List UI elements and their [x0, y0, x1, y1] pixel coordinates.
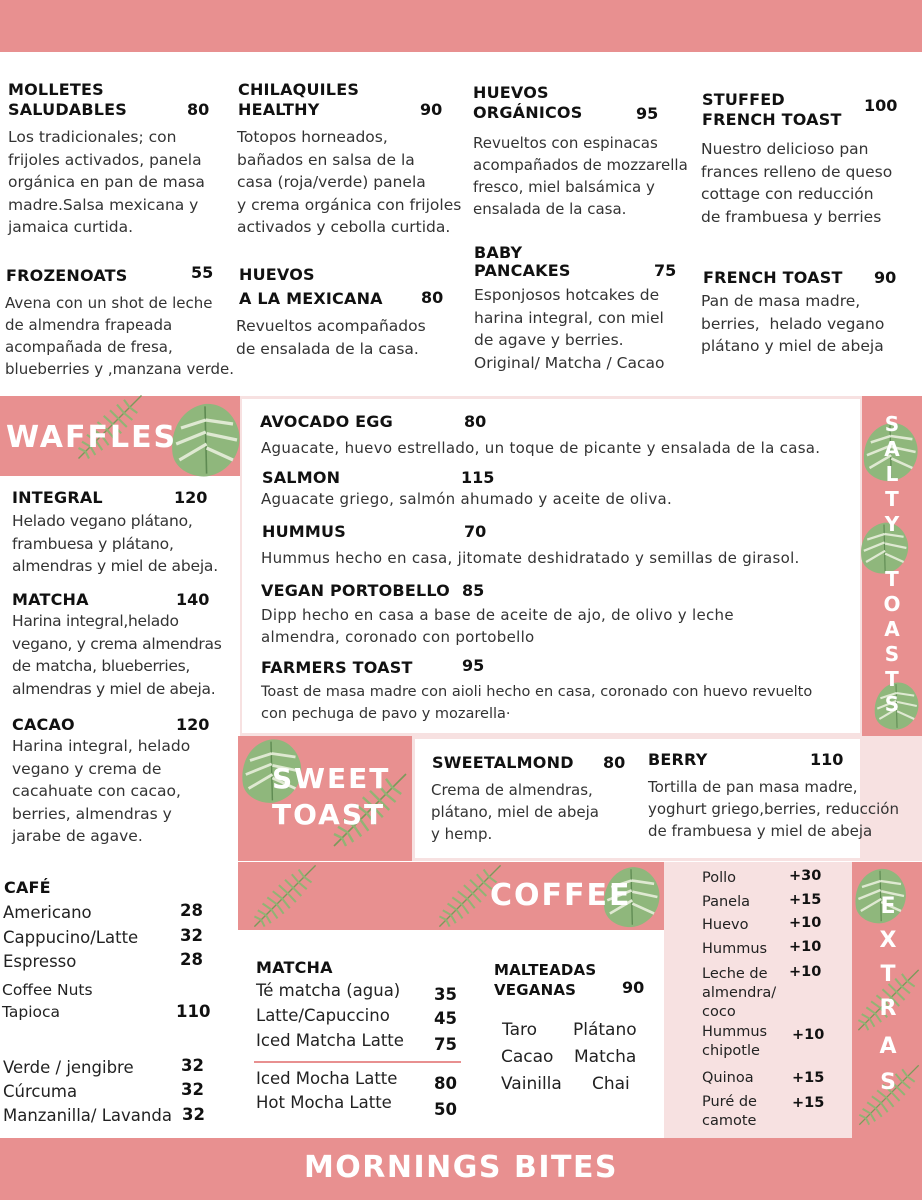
item-desc: Tortilla de pan masa madre, yoghurt griego,berries, reducción de frambuesa y miel de abeja — [648, 778, 899, 840]
item-name: CHILAQUILES HEALTHY — [238, 80, 360, 119]
cafe-price: 32 — [181, 1080, 204, 1099]
item-name: MOLLETES SALUDABLES — [8, 80, 128, 119]
matcha-price: 45 — [434, 1009, 457, 1028]
item-price: 120 — [174, 488, 208, 507]
flavor: Vainilla — [501, 1074, 562, 1094]
coffee-title: COFFEE — [490, 878, 632, 913]
item-name: BABY PANCAKES — [474, 243, 571, 280]
extra-item: Pollo — [702, 870, 737, 886]
cafe-price: 32 — [182, 1105, 205, 1124]
top-banner — [0, 0, 922, 52]
item-price: 80 — [421, 288, 444, 307]
item-desc: Toast de masa madre con aioli hecho en casa, coronado con huevo revuelto con pechuga de pavo y mozarella· — [261, 684, 813, 722]
cafe-item: Cappucino/Latte — [3, 928, 139, 947]
matcha-item: Iced Matcha Latte — [256, 1031, 404, 1050]
cafe-item: Verde / jengibre — [3, 1058, 134, 1077]
item-desc: Aguacate, huevo estrellado, un toque de picante y ensalada de la casa. — [261, 439, 821, 457]
cafe-item: Tapioca — [2, 1003, 61, 1021]
item-desc: Avena con un shot de leche de almendra frapeada acompañada de fresa, blueberries y ,manzana verde. — [5, 294, 235, 378]
item-price: 95 — [636, 104, 659, 123]
extra-item: Hummus — [702, 941, 768, 957]
extra-price: +15 — [792, 1095, 825, 1111]
item-name: HUMMUS — [262, 522, 346, 541]
section-title: MALTEADAS VEGANAS — [494, 961, 597, 999]
cafe-price: 28 — [180, 901, 203, 920]
cafe-price: 32 — [180, 926, 203, 945]
flavor: Cacao — [501, 1047, 554, 1067]
item-desc: Nuestro delicioso pan frances relleno de queso cottage con reducción de frambuesa y berries — [701, 140, 893, 226]
item-price: 75 — [654, 261, 677, 280]
item-name: FRENCH TOAST — [703, 268, 843, 287]
extra-price: +15 — [792, 1070, 825, 1086]
item-desc: Revueltos con espinacas acompañados de mozzarella fresco, miel balsámica y ensalada de la casa. — [473, 134, 688, 218]
flavor: Matcha — [574, 1047, 637, 1067]
item-name: HUEVOS ORGÁNICOS — [473, 83, 583, 122]
item-name: INTEGRAL — [12, 488, 103, 507]
item-desc: Harina integral, helado vegano y crema de cacahuate con cacao, berries, almendras y jarabe de agave. — [12, 737, 191, 845]
malteadas-price: 90 — [622, 978, 645, 997]
item-price: 140 — [176, 590, 210, 609]
item-price: 80 — [603, 753, 626, 772]
item-price: 85 — [462, 581, 485, 600]
matcha-item: Hot Mocha Latte — [256, 1093, 392, 1112]
item-desc: Revueltos acompañados de ensalada de la casa. — [236, 317, 426, 358]
item-name: STUFFED FRENCH TOAST — [702, 90, 842, 129]
flavor: Plátano — [573, 1020, 637, 1040]
cafe-item: Coffee Nuts — [2, 981, 93, 999]
extra-price: +15 — [789, 892, 822, 908]
item-desc: Helado vegano plátano, frambuesa y plátano, almendras y miel de abeja. — [12, 512, 218, 575]
item-desc: Esponjosos hotcakes de harina integral, con miel de agave y berries. Original/ Matcha / Cacao — [474, 286, 665, 372]
matcha-item: Iced Mocha Latte — [256, 1069, 398, 1088]
extra-item: Puré de camote — [702, 1094, 757, 1129]
matcha-price: 80 — [434, 1074, 457, 1093]
extra-price: +10 — [789, 915, 822, 931]
item-name: SWEETALMOND — [432, 753, 574, 772]
item-price: 95 — [462, 656, 485, 675]
flavor: Chai — [592, 1074, 630, 1094]
item-price: 55 — [191, 263, 214, 282]
matcha-item: Té matcha (agua) — [256, 981, 401, 1000]
item-name: HUEVOS A LA MEXICANA — [239, 265, 383, 308]
cafe-price: 28 — [180, 950, 203, 969]
extra-item: Panela — [702, 894, 751, 910]
cafe-item: Espresso — [3, 952, 77, 971]
cafe-item: Cúrcuma — [3, 1082, 78, 1101]
item-desc: Aguacate griego, salmón ahumado y aceite de oliva. — [261, 490, 673, 508]
item-name: VEGAN PORTOBELLO — [261, 581, 450, 600]
item-desc: Dipp hecho en casa a base de aceite de ajo, de olivo y leche almendra, coronado con portobello — [261, 606, 734, 646]
item-price: 115 — [461, 468, 495, 487]
sweet-toast-title-1: SWEET — [272, 762, 391, 795]
item-name: FROZENOATS — [6, 266, 128, 285]
extra-price: +10 — [789, 939, 822, 955]
item-name: FARMERS TOAST — [261, 658, 413, 677]
item-price: 80 — [464, 412, 487, 431]
extra-price: +10 — [792, 1027, 825, 1043]
item-desc: Totopos horneados, bañados en salsa de la casa (roja/verde) panela y crema orgánica con frijoles activados y cebolla curtida. — [237, 128, 462, 236]
item-desc: Hummus hecho en casa, jitomate deshidratado y semillas de girasol. — [261, 549, 800, 567]
palm-leaf-icon — [240, 862, 330, 930]
extra-item: Leche de almendra/ coco — [702, 966, 777, 1020]
cafe-item: Americano — [3, 903, 92, 922]
cafe-price: 32 — [181, 1056, 204, 1075]
extra-item: Quinoa — [702, 1070, 754, 1086]
item-price: 90 — [420, 100, 443, 119]
item-desc: Los tradicionales; con frijoles activados, panela orgánica en pan de masa madre.Salsa mexicana y jamaica curtida. — [8, 128, 205, 236]
item-price: 80 — [187, 100, 210, 119]
item-price: 120 — [176, 715, 210, 734]
sweet-toast-title-2: TOAST — [272, 798, 386, 831]
section-title: MATCHA — [256, 958, 333, 977]
item-price: 110 — [810, 750, 844, 769]
item-name: CACAO — [12, 715, 75, 734]
item-price: 100 — [864, 96, 898, 115]
matcha-price: 75 — [434, 1035, 457, 1054]
item-name: SALMON — [262, 468, 341, 487]
extra-item: Huevo — [702, 917, 749, 933]
item-price: 70 — [464, 522, 487, 541]
item-name: AVOCADO EGG — [260, 412, 393, 431]
divider — [254, 1061, 461, 1063]
waffles-title: WAFFLES — [6, 420, 178, 455]
extra-price: +30 — [789, 868, 822, 884]
item-desc: Pan de masa madre, berries, helado vegano plátano y miel de abeja — [701, 292, 885, 355]
flavor: Taro — [502, 1020, 538, 1040]
extra-price: +10 — [789, 964, 822, 980]
item-name: BERRY — [648, 750, 708, 769]
matcha-price: 50 — [434, 1100, 457, 1119]
extra-item: Hummus chipotle — [702, 1024, 768, 1059]
cafe-item: Manzanilla/ Lavanda — [3, 1106, 172, 1125]
item-price: 90 — [874, 268, 897, 287]
section-title: CAFÉ — [4, 878, 51, 897]
item-desc: Harina integral,helado vegano, y crema almendras de matcha, blueberries, almendras y miel de abeja. — [12, 612, 222, 698]
footer-title: MORNINGS BITES — [303, 1150, 619, 1185]
matcha-item: Latte/Capuccino — [256, 1006, 390, 1025]
cafe-price: 110 — [176, 1002, 211, 1021]
item-desc: Crema de almendras, plátano, miel de abeja y hemp. — [431, 781, 599, 843]
item-name: MATCHA — [12, 590, 89, 609]
matcha-price: 35 — [434, 985, 457, 1004]
